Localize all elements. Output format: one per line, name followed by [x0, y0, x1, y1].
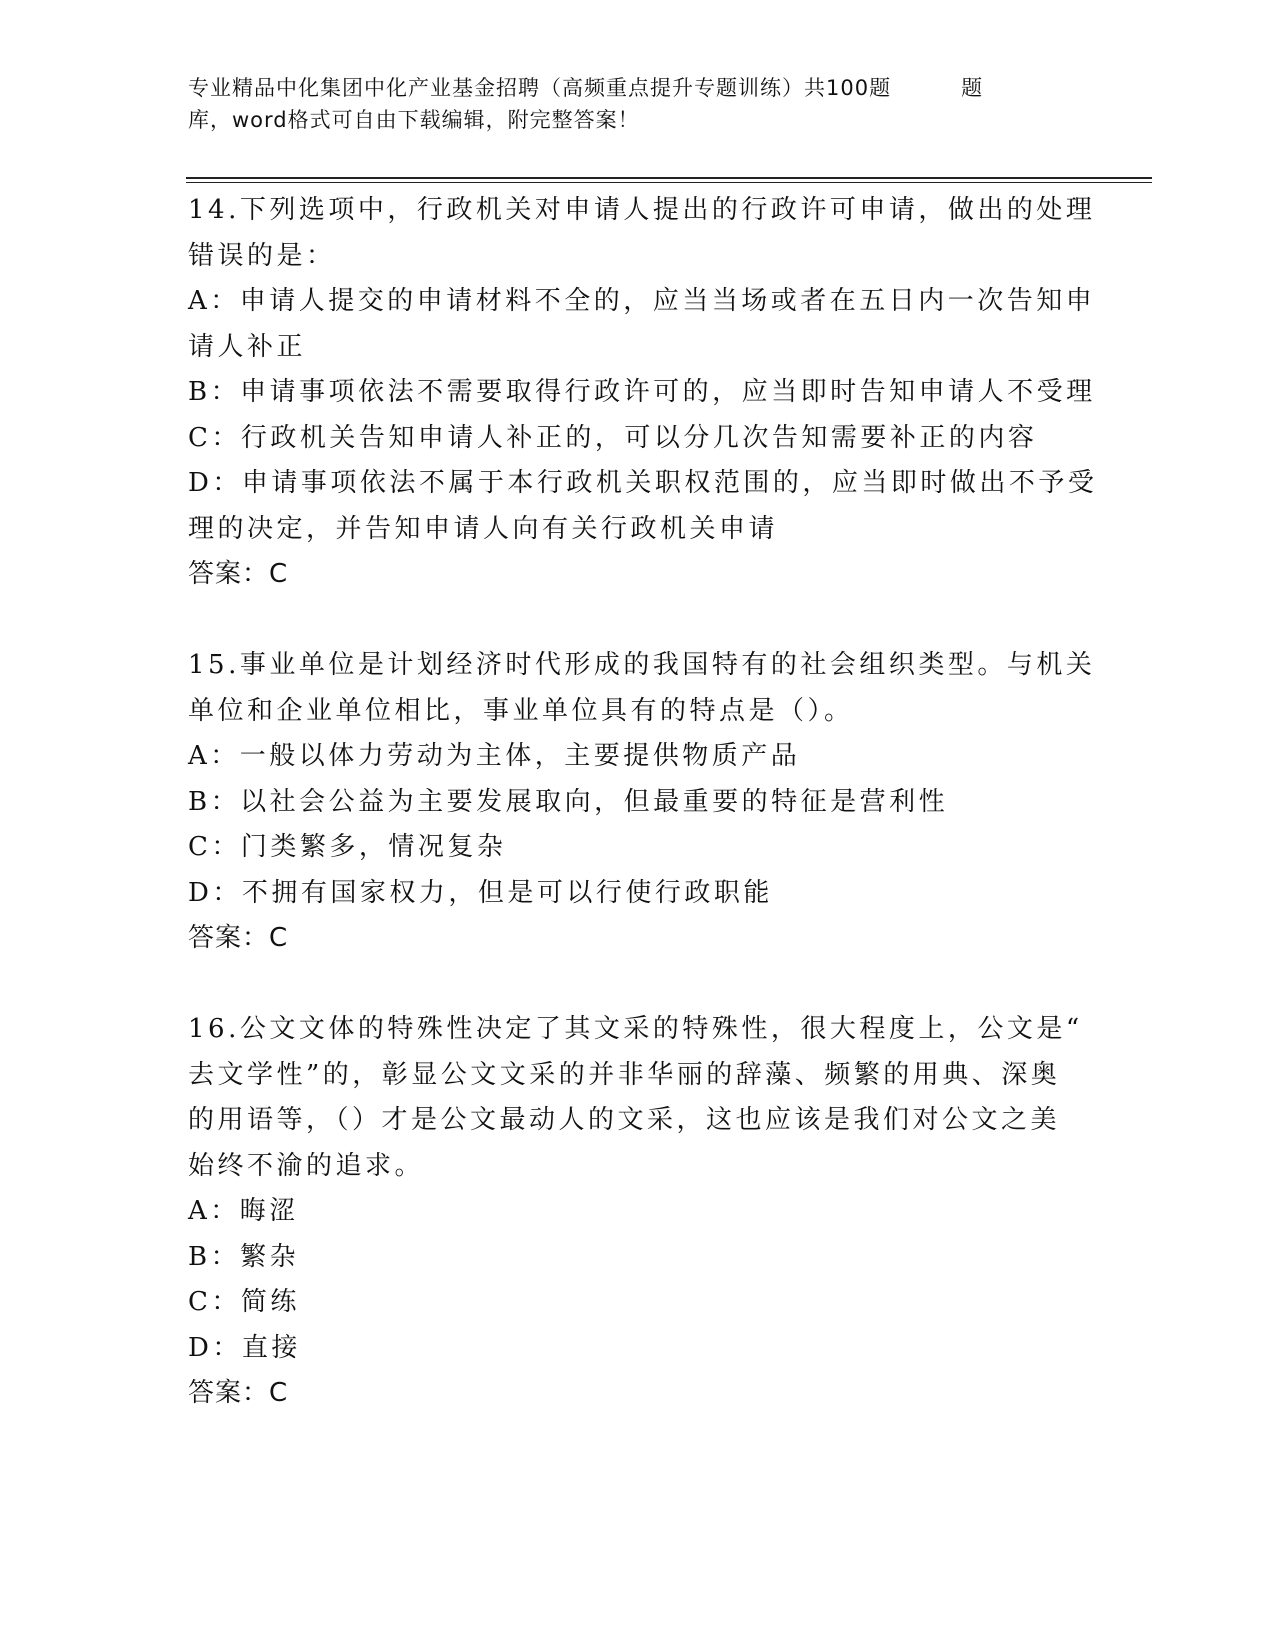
header-title-tail: 题 [961, 76, 984, 100]
option-d-continued: 理的决定，并告知申请人向有关行政机关申请 [188, 513, 779, 544]
answer: 答案：C [188, 559, 289, 589]
question-text-line: 14.下列选项中，行政机关对申请人提出的行政许可申请，做出的处理 [188, 195, 1096, 225]
option-c: C：行政机关告知申请人补正的，可以分几次告知需要补正的内容 [188, 422, 1038, 453]
question-text-line: 16.公文文体的特殊性决定了其文采的特殊性，很大程度上，公文是“ [188, 1014, 1083, 1044]
header-title: 专业精品中化集团中化产业基金招聘（高频重点提升专题训练）共100题 [188, 76, 892, 100]
option-d: D：直接 [188, 1332, 301, 1363]
question-15 [188, 643, 1096, 962]
question-text-line: 单位和企业单位相比，事业单位具有的特点是（）。 [188, 695, 854, 726]
question-text-line: 15.事业单位是计划经济时代形成的我国特有的社会组织类型。与机关 [188, 650, 1096, 680]
answer: 答案：C [188, 923, 289, 953]
question-text-line: 去文学性”的，彰显公文文采的并非华丽的辞藻、频繁的用典、深奥 [188, 1059, 1061, 1090]
answer: 答案：C [188, 1378, 289, 1408]
document-header [188, 72, 1088, 136]
option-b: B：以社会公益为主要发展取向，但最重要的特征是营利性 [188, 786, 949, 817]
option-a-continued: 请人补正 [188, 331, 307, 362]
header-divider-thick [186, 177, 1152, 179]
option-a: A：申请人提交的申请材料不全的，应当当场或者在五日内一次告知申 [188, 286, 1096, 316]
header-divider-thin [186, 182, 1152, 183]
option-b: B：繁杂 [188, 1241, 300, 1272]
option-d: D：不拥有国家权力，但是可以行使行政职能 [188, 877, 773, 908]
question-text-line: 错误的是： [188, 240, 336, 271]
question-text-line: 始终不渝的追求。 [188, 1150, 425, 1181]
question-16 [188, 1007, 1088, 1417]
question-14 [188, 188, 1098, 598]
question-list [188, 188, 1098, 1417]
option-c: C：门类繁多，情况复杂 [188, 832, 507, 862]
header-line-1 [188, 72, 1088, 104]
option-a: A：一般以体力劳动为主体，主要提供物质产品 [188, 741, 801, 771]
option-a: A：晦涩 [188, 1196, 299, 1226]
header-line-2: 库，word格式可自由下载编辑，附完整答案！ [188, 108, 640, 132]
question-text-line: 的用语等，（）才是公文最动人的文采，这也应该是我们对公文之美 [188, 1105, 1061, 1135]
option-b: B：申请事项依法不需要取得行政许可的，应当即时告知申请人不受理 [188, 377, 1096, 407]
option-d: D：申请事项依法不属于本行政机关职权范围的，应当即时做出不予受 [188, 468, 1098, 498]
option-c: C：简练 [188, 1287, 300, 1317]
